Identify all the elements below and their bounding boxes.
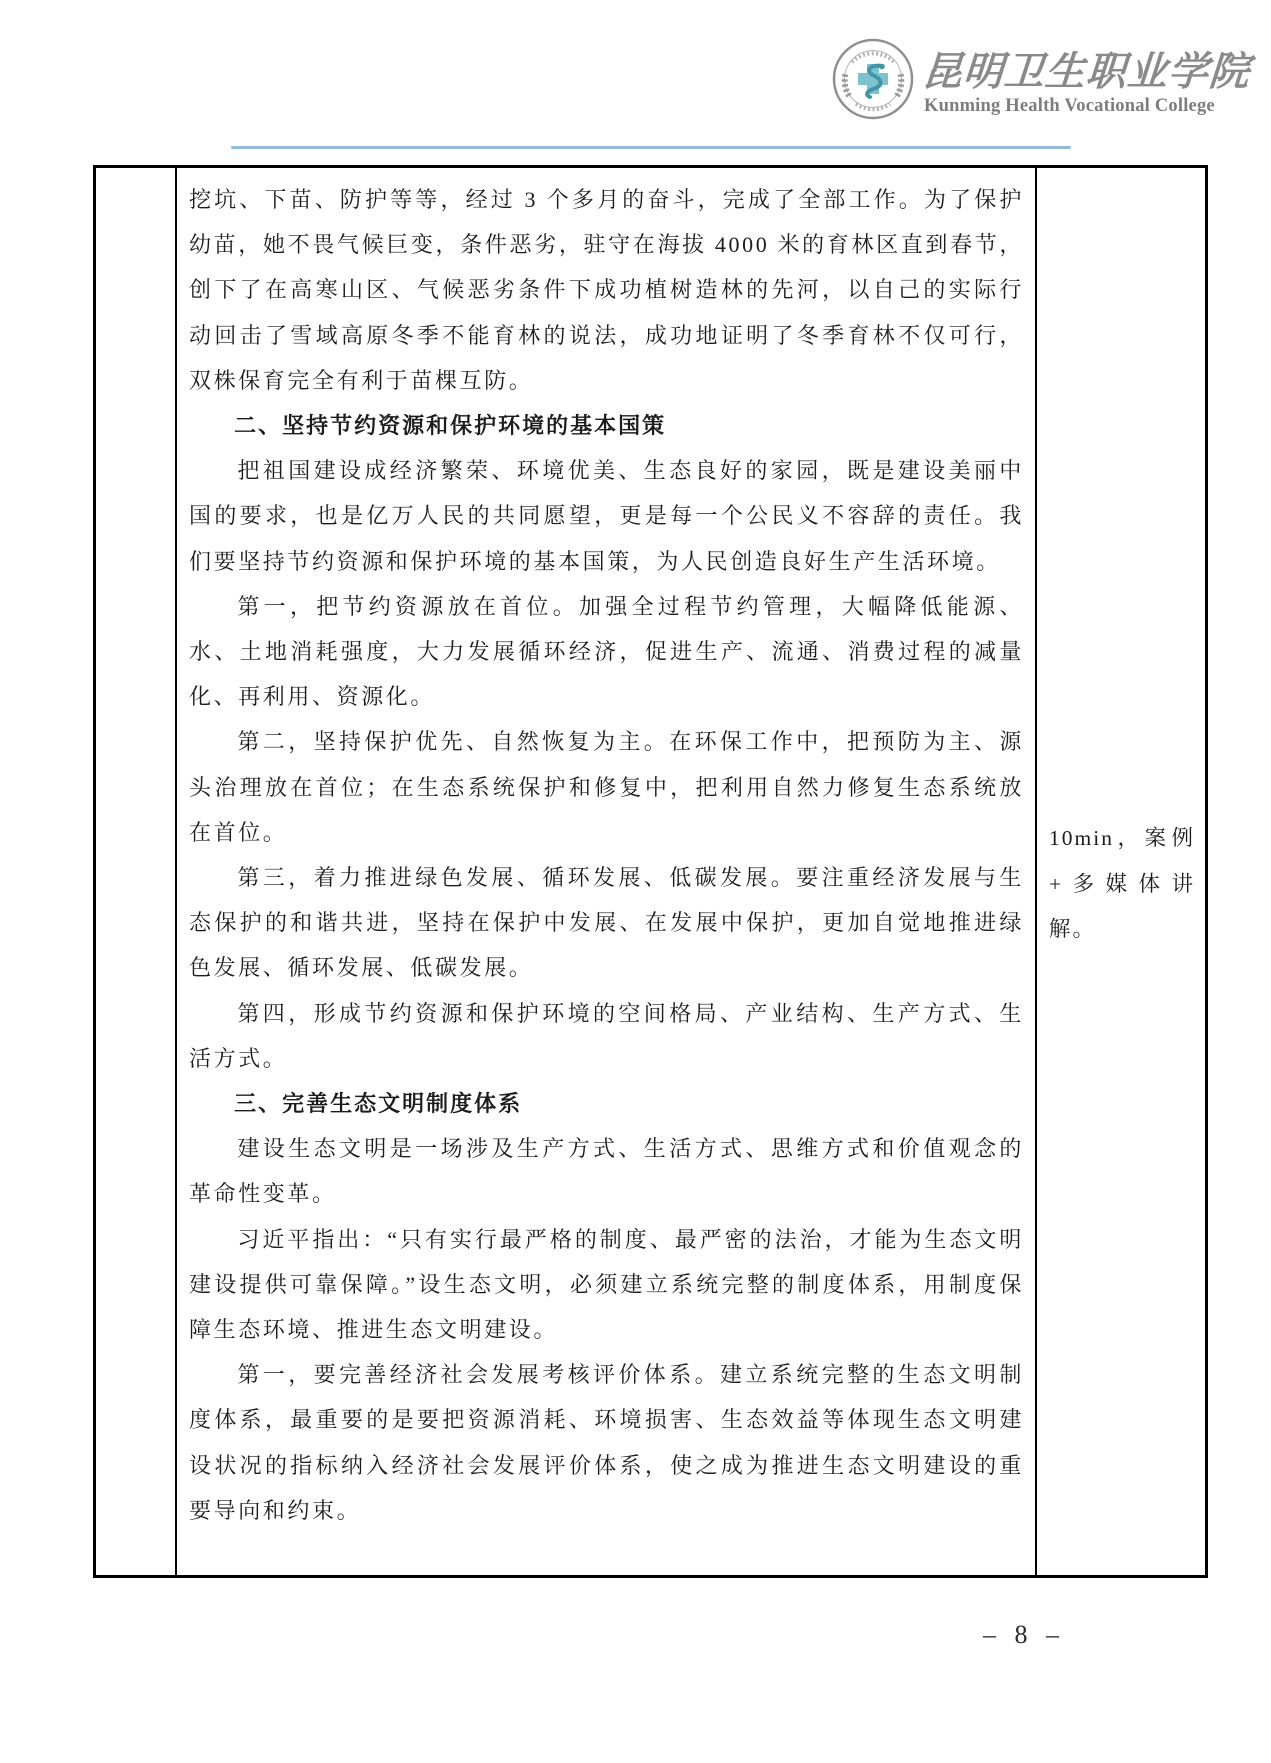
body-paragraph: 把祖国建设成经济繁荣、环境优美、生态良好的家园，既是建设美丽中国的要求，也是亿万人民的共同愿望，更是每一个公民义不容辞的责任。我们要坚持节约资源和保护环境的基本国策，为人民创造良好生产生活环境。	[189, 458, 1024, 574]
lesson-plan-table	[93, 165, 1208, 1578]
college-seal-icon	[832, 38, 914, 120]
college-logo	[832, 38, 914, 120]
body-paragraph: 挖坑、下苗、防护等等，经过 3 个多月的奋斗，完成了全部工作。为了保护幼苗，她不畏气候巨变，条件恶劣，驻守在海拔 4000 米的育林区直到春节，创下了在高寒山区、气候恶劣条件下成功植树造林的先河，以自己的实际行动回击了雪域高原冬季不能育林的说法，成功地证明了冬季育林不仅可行，双株保育完全有利于苗棵互防。	[189, 187, 1024, 393]
body-paragraph: 第四，形成节约资源和保护环境的空间格局、产业结构、生产方式、生活方式。	[189, 1000, 1024, 1071]
lesson-content	[177, 168, 1037, 1575]
table-cell-method	[1037, 168, 1205, 1575]
body-paragraph: 第二，坚持保护优先、自然恢复为主。在环保工作中，把预防为主、源头治理放在首位；在生态系统保护和修复中，把利用自然力修复生态系统放在首位。	[189, 729, 1024, 845]
body-paragraph: 第一，要完善经济社会发展考核评价体系。建立系统完整的生态文明制度体系，最重要的是要把资源消耗、环境损害、生态效益等体现生态文明建设状况的指标纳入经济社会发展评价体系，使之成为推进生态文明建设的重要导向和约束。	[189, 1362, 1024, 1523]
header-divider-rule	[231, 146, 1071, 149]
body-paragraph: 第三，着力推进绿色发展、循环发展、低碳发展。要注重经济发展与生态保护的和谐共进，坚持在保护中发展、在发展中保护，更加自觉地推进绿色发展、循环发展、低碳发展。	[189, 865, 1024, 981]
body-paragraph: 第一，把节约资源放在首位。加强全过程节约管理，大幅降低能源、水、土地消耗强度，大力发展循环经济，促进生产、流通、消费过程的减量化、再利用、资源化。	[189, 593, 1024, 710]
section-heading: 三、完善生态文明制度体系	[234, 1091, 523, 1117]
section-heading: 二、坚持节约资源和保护环境的基本国策	[234, 413, 667, 439]
page-number: – 8 –	[983, 1620, 1065, 1649]
college-name-en: Kunming Health Vocational College	[924, 96, 1215, 116]
college-name-zh: 昆明卫生职业学院	[920, 48, 1252, 95]
body-paragraph: 建设生态文明是一场涉及生产方式、生活方式、思维方式和价值观念的革命性变革。	[189, 1136, 1024, 1207]
table-cell-left-empty	[96, 168, 177, 1575]
page-header	[0, 0, 1271, 160]
body-paragraph: 习近平指出：“只有实行最严格的制度、最严密的法治，才能为生态文明建设提供可靠保障。”设生态文明，必须建立系统完整的制度体系，用制度保障生态环境、推进生态文明建设。	[189, 1226, 1024, 1343]
time-method-note: 10min，案例+多媒体讲解。	[1049, 826, 1195, 941]
